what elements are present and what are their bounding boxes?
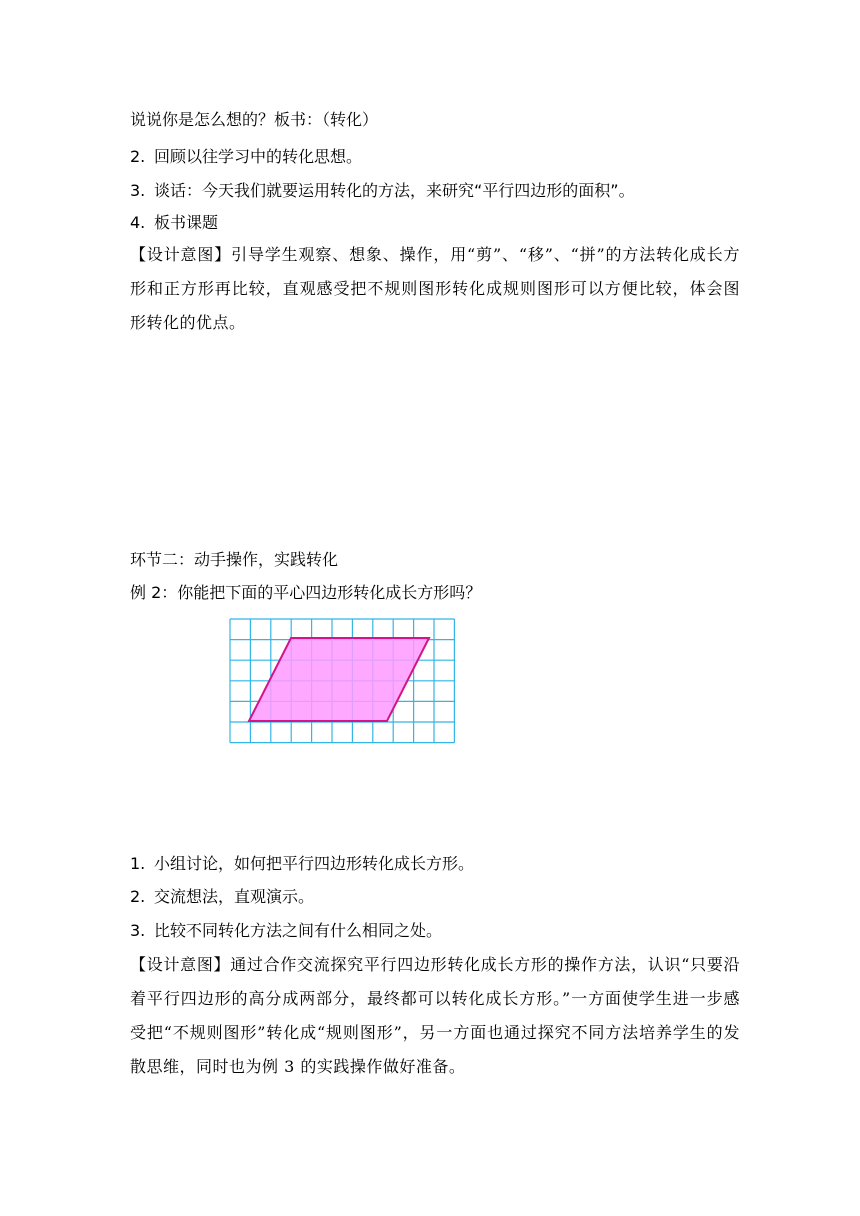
list-item [130, 853, 474, 875]
list-item-text: 比较不同转化方法之间有什么相同之处。 [154, 921, 443, 940]
example-question: 例 2：你能把下面的平心四边形转化成长方形吗？ [130, 583, 482, 602]
list-item-number: 2. [130, 147, 146, 166]
parallelogram-grid-figure [229, 618, 455, 746]
list-item [130, 180, 635, 202]
list-item-text: 交流想法，直观演示。 [154, 887, 315, 906]
list-item-text: 板书课题 [154, 213, 219, 232]
list-item-number: 3. [130, 181, 146, 200]
list-item-text: 回顾以往学习中的转化思想。 [154, 147, 363, 166]
list-item [130, 886, 314, 908]
list-item-number: 4. [130, 213, 146, 232]
list-item-text: 小组讨论，如何把平行四边形转化成长方形。 [154, 854, 475, 873]
list-item [130, 920, 442, 942]
list-item-number: 1. [130, 854, 146, 873]
list-item-number: 2. [130, 887, 146, 906]
intro-line: 说说你是怎么想的？板书：（转化） [130, 110, 379, 129]
design-intent-paragraph: 【设计意图】引导学生观察、想象、操作，用“剪”、“移”、“拼”的方法转化成长方形和正方形再比较，直观感受把不规则图形转化成规则图形可以方便比较，体会图形转化的优点。 [130, 245, 740, 332]
list-item [130, 146, 362, 168]
list-item [130, 212, 218, 234]
parallelogram-shape [249, 638, 429, 721]
section-heading: 环节二：动手操作，实践转化 [130, 550, 339, 569]
list-item-number: 3. [130, 921, 146, 940]
design-intent-paragraph: 【设计意图】通过合作交流探究平行四边形转化成长方形的操作方法，认识“只要沿着平行四边形的高分成两部分，最终都可以转化成长方形。”一方面使学生进一步感受把“不规则图形”转化成“规则图形”，另一方面也通过探究不同方法培养学生的发散思维，同时也为例 3 的实践操作做好准备。 [130, 955, 740, 1076]
list-item-text: 谈话：今天我们就要运用转化的方法，来研究“平行四边形的面积”。 [154, 181, 635, 200]
